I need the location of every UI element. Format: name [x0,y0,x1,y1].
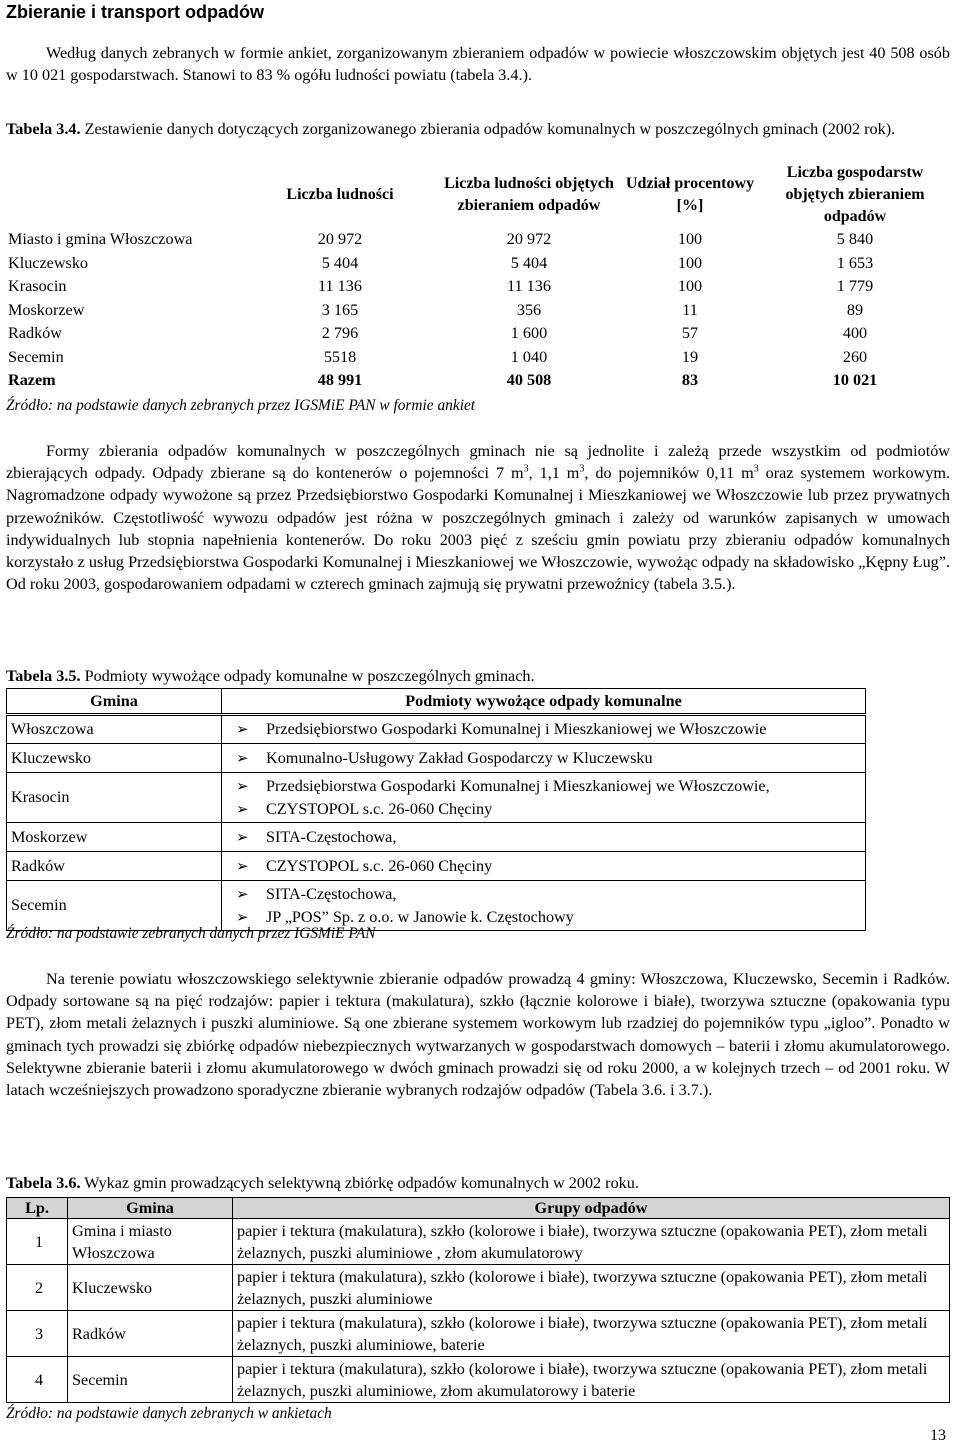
list-item-text: CZYSTOPOL s.c. 26-060 Chęciny [266,856,493,875]
table-row [7,823,866,852]
table34-label: Tabela 3.4. [6,120,81,138]
t34-cell: 5 840 [836,230,874,248]
table35-source: Źródło: na podstawie zebranych danych przez IGSMiE PAN [6,925,376,942]
t36-lp: 2 [7,1265,68,1311]
t34-cell: 3 165 [321,300,359,319]
t36-lp: 1 [7,1219,68,1265]
t34-cell: 19 [681,347,699,366]
t34-header-share: Udział procentowy [%] [625,175,755,214]
para2-sup: 3 [753,463,759,475]
t34-cell: 89 [846,300,864,319]
list-item-text: Komunalno-Usługowy Zakład Gospodarczy w Kluczewsku [266,748,653,767]
t36-grupy: papier i tektura (makulatura), szkło (kolorowe i białe), tworzywa sztuczne (opakowania PET), złom metali żelaznych, puszki aluminiowe, baterie [233,1311,950,1357]
para2-text-c: , do pojemników 0,11 m [584,464,754,483]
t35-gmina: Secemin [7,881,222,931]
t34-cell: 1 600 [510,324,548,342]
t36-grupy: papier i tektura (makulatura), szkło (kolorowe i białe), tworzywa sztuczne (opakowania PET), złom metali żelaznych, puszki aluminiowe, złom akumulatorowy i baterie [233,1357,950,1403]
table-row [6,275,950,299]
para2-sup: 3 [523,463,529,475]
t34-cell: 100 [677,253,703,272]
list-item [226,826,865,849]
t34-header-covered: Liczba ludności objętych zbieraniem odpadów [444,175,614,214]
para2-sup: 3 [579,463,585,475]
arrow-bullet-icon: ➢ [236,776,249,795]
t34-cell: 1 653 [836,253,874,272]
t34-cell: 11 136 [318,277,362,295]
t35-header-gmina: Gmina [7,689,222,715]
para2-text-d: oraz systemem workowym. Nagromadzone odpady wywożone są przez Przedsiębiorstwo Gospodarki Komunalnej i Mieszkaniowej we Włoszczowie lub przez prywatnych przewoźników. Częstotliwość wywozu odpadów jest różna w poszczególnych gminach i zależy od warunków zapisanych w umowach indywidualnych lub stopnia napełnienia kontenerów. Do roku 2003 pięć z sześciu gmin powiatu przy zbieraniu odpadów komunalnych korzystało z usług Przedsiębiorstwa Gospodarki Komunalnej i Mieszkaniowej we Włoszczowie, wywożąc odpady na składowisko „Kępny Ług”. Od roku 2003, gospodarowaniem odpadami w czterech gminach zajmują się prywatni przewoźnicy (tabela 3.5.). [6,464,950,594]
t34-cell: 11 [682,300,698,319]
t34-cell: 5 404 [510,253,548,272]
t36-header-gmina: Gmina [68,1198,233,1219]
list-item-text: Przedsiębiorstwa Gospodarki Komunalnej i Mieszkaniowej we Włoszczowie, [266,776,770,795]
arrow-bullet-icon: ➢ [236,720,249,738]
table36-source: Źródło: na podstawie danych zebranych w ankietach [6,1405,332,1422]
t35-gmina: Moskorzew [7,823,222,852]
arrow-bullet-icon: ➢ [236,748,249,767]
arrow-bullet-icon: ➢ [236,907,249,926]
t34-cell: 11 136 [507,277,551,295]
t34-total-cell: 40 508 [506,371,552,389]
list-item [226,775,865,798]
t34-cell: 100 [677,277,703,295]
t36-gmina: Kluczewsko [68,1265,233,1311]
table-row [7,773,866,823]
section-title: Zbieranie i transport odpadów [6,2,265,22]
t35-podmioty [222,852,866,881]
t34-total-cell: 10 021 [832,371,878,389]
t34-cell: 5518 [323,347,357,366]
list-item-text: JP „POS” Sp. z o.o. w Janowie k. Częstochowy [266,907,574,926]
t34-cell: Moskorzew [8,300,85,319]
table-row [6,299,950,323]
table-row [7,1265,950,1311]
t34-cell: 57 [681,324,699,342]
para2-text-a: Formy zbierania odpadów komunalnych w poszczególnych gminach nie są jednolite i zależą przede wszystkim od podmiotów zbierających odpady. Odpady zbierane są do kontenerów o pojemności 7 m [6,442,950,483]
list-item-text: SITA-Częstochowa, [266,884,397,903]
t35-gmina: Kluczewsko [7,744,222,773]
list-item-text: Przedsiębiorstwo Gospodarki Komunalnej i Mieszkaniowej we Włoszczowie [266,720,767,738]
arrow-bullet-icon: ➢ [236,884,249,903]
table-row [7,881,866,931]
table35-caption [6,665,950,687]
t36-lp: 4 [7,1357,68,1403]
para2-text-b: , 1,1 m [528,464,580,483]
table34-caption-text: Zestawienie danych dotyczących zorganizowanego zbierania odpadów komunalnych w poszczególnych gminach (2002 rok). [80,120,896,138]
t34-cell: Krasocin [8,277,67,295]
t34-header-population: Liczba ludności [286,186,394,203]
t36-lp: 3 [7,1311,68,1357]
t35-podmioty [222,823,866,852]
t35-gmina: Włoszczowa [7,715,222,744]
table34-caption [6,116,950,142]
table-row [6,228,950,252]
t35-podmioty [222,744,866,773]
t34-header-households: Liczba gospodarstw objętych zbieraniem odpadów [785,164,925,225]
t36-gmina: Secemin [68,1357,233,1403]
table-3-6 [6,1197,950,1403]
table36-caption-text: Wykaz gmin prowadzących selektywną zbiórkę odpadów komunalnych w 2002 roku. [80,1174,639,1192]
table-row [7,1357,950,1403]
table36-label: Tabela 3.6. [6,1174,81,1192]
table34-source: Źródło: na podstawie danych zebranych przez IGSMiE PAN w formie ankiet [6,397,476,414]
t34-cell: 100 [677,230,703,248]
t35-gmina: Radków [7,852,222,881]
t34-cell: 260 [842,347,868,366]
arrow-bullet-icon: ➢ [236,827,249,846]
page-number: 13 [930,1427,946,1444]
t36-gmina: Radków [68,1311,233,1357]
t35-podmioty [222,715,866,744]
t35-gmina: Krasocin [7,773,222,823]
table-3-4 [6,162,950,393]
t34-header-blank [6,162,242,228]
t34-total-cell: 83 [681,371,699,389]
t36-header-lp: Lp. [7,1198,68,1219]
table-row [7,1311,950,1357]
list-item [226,855,865,878]
list-item [226,798,865,821]
t34-cell: Kluczewsko [8,253,89,272]
paragraph-selective-collection: Na terenie powiatu włoszczowskiego selektywnie zbieranie odpadów prowadzą 4 gminy: Włoszczowa, Kluczewsko, Secemin i Radków. Odpady sortowane są na pięć rodzajów: papier i tektura (makulatura), szkło (łącznie kolorowe i białe), tworzywa sztuczne (opakowania typu PET), złom metali żelaznych i puszki aluminiowe. Są one zbierane systemem workowym lub rzadziej do pojemników typu „igloo”. Ponadto w gminach tych prowadzi się zbiórkę odpadów niebezpiecznych wytwarzanych w gospodarstwach domowych – baterii i złomu akumulatorowego. Selektywne zbieranie baterii i złomu akumulatorowego w dwóch gminach prowadzi się od roku 2000, a w kolejnych trzech – od 2001 roku. W latach wcześniejszych prowadzono sporadyczne zbieranie wybranych rodzajów odpadów (Tabela 3.6. i 3.7.). [6,970,950,1100]
t35-podmioty [222,773,866,823]
table-row [6,346,950,370]
t36-grupy: papier i tektura (makulatura), szkło (kolorowe i białe), tworzywa sztuczne (opakowania PET), złom metali żelaznych, puszki aluminiowe [233,1265,950,1311]
table-row [7,744,866,773]
t34-cell: 400 [842,324,868,342]
t34-cell: 1 779 [836,277,874,295]
paragraph-collection-forms [6,440,950,595]
table-row [7,852,866,881]
t36-header-grupy: Grupy odpadów [233,1198,950,1219]
t34-cell: 2 796 [321,324,359,342]
arrow-bullet-icon: ➢ [236,856,249,875]
table-row [6,322,950,346]
paragraph-intro: Według danych zebranych w formie ankiet, zorganizowanym zbieraniem odpadów w powiecie włoszczowskim objętych jest 40 508 osób w 10 021 gospodarstwach. Stanowi to 83 % ogółu ludności powiatu (tabela 3.4.). [6,44,950,85]
list-item [226,747,865,770]
t34-total-cell: Razem [8,371,56,389]
table35-caption-text: Podmioty wywożące odpady komunalne w poszczególnych gminach. [80,667,535,685]
table35-label: Tabela 3.5. [6,667,81,685]
table-row [6,252,950,276]
table-row [7,715,866,744]
table-row [7,1219,950,1265]
t36-gmina: Gmina i miasto Włoszczowa [68,1219,233,1265]
t34-cell: 1 040 [510,347,548,366]
t34-cell: 20 972 [506,230,552,248]
t34-cell: Secemin [8,347,64,366]
t34-cell: Radków [8,324,62,342]
t34-cell: 20 972 [317,230,363,248]
list-item [226,883,865,906]
list-item-text: CZYSTOPOL s.c. 26-060 Chęciny [266,799,493,818]
t36-grupy: papier i tektura (makulatura), szkło (kolorowe i białe), tworzywa sztuczne (opakowania PET), złom metali żelaznych, puszki aluminiowe , złom akumulatorowy [233,1219,950,1265]
t34-total-cell: 48 991 [317,371,363,389]
t34-cell: 356 [516,300,542,319]
table36-caption [6,1172,950,1194]
t34-cell: 5 404 [321,253,359,272]
list-item-text: SITA-Częstochowa, [266,827,397,846]
table-3-5 [6,688,866,931]
list-item [226,718,865,741]
t35-podmioty [222,881,866,931]
t34-cell: Miasto i gmina Włoszczowa [8,230,193,248]
t35-header-podmioty: Podmioty wywożące odpady komunalne [222,689,866,715]
arrow-bullet-icon: ➢ [236,799,249,818]
table-total-row [6,369,950,393]
